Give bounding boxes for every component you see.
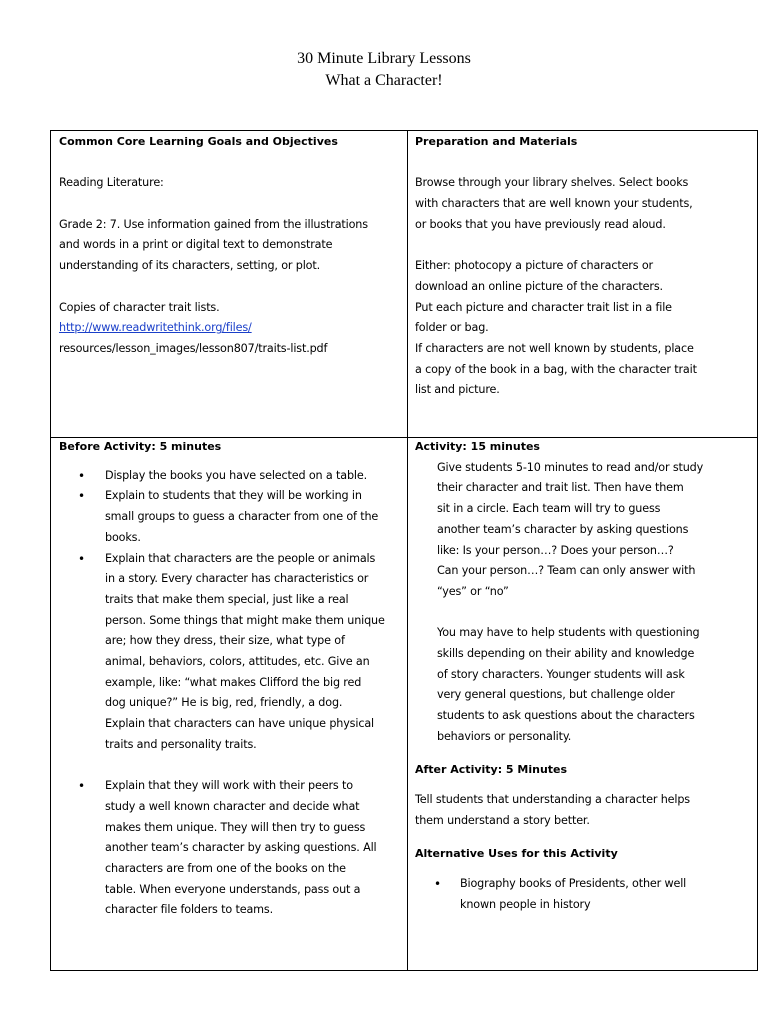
list-line: character file folders to teams. (105, 903, 273, 917)
activity-line: students to ask questions about the characters (437, 709, 695, 723)
prep-line: with characters that are well known your students, (415, 197, 693, 211)
list-line: Explain that characters can have unique physical (105, 717, 374, 731)
activity-line: Give students 5-10 minutes to read and/or study (437, 460, 704, 474)
list-item (59, 466, 399, 487)
prep-line: Put each picture and character trait list in a file (415, 300, 672, 314)
trait-list-path: resources/lesson_images/lesson807/traits-list.pdf (59, 341, 328, 355)
grade-line-1: Grade 2: 7. Use information gained from the illustrations (59, 217, 368, 231)
reading-literature-label: Reading Literature: (59, 176, 164, 190)
list-line: study a well known character and decide what (105, 799, 360, 813)
grade-line-2: and words in a print or digital text to demonstrate (59, 238, 333, 252)
before-activity-cell (59, 437, 399, 921)
list-line: table. When everyone understands, pass out a (105, 882, 361, 896)
activity-line: their character and trait list. Then have them (437, 481, 684, 495)
activity-line: You may have to help students with questioning (437, 626, 700, 640)
column-divider (407, 131, 408, 970)
list-line: traits that make them special, just like a real (105, 592, 349, 606)
prep-line: a copy of the book in a bag, with the character trait (415, 362, 697, 376)
list-line: dog unique?” He is big, red, friendly, a dog. (105, 696, 343, 710)
activity-line: Can your person…? Team can only answer with (437, 564, 696, 578)
list-line: • Explain that characters are the people or animals (105, 551, 376, 565)
before-activity-heading: Before Activity: 5 minutes (59, 440, 222, 453)
grade-line-3: understanding of its characters, setting, or plot. (59, 259, 321, 273)
list-item (59, 486, 399, 548)
before-activity-list (59, 466, 399, 921)
activity-line: behaviors or personality. (437, 729, 572, 743)
activity-line: like: Is your person…? Does your person…? (437, 543, 674, 557)
activity-line: another team’s character by asking questions (437, 522, 689, 536)
page-title: 30 Minute Library Lessons (297, 50, 471, 67)
goals-cell (59, 132, 399, 360)
list-line: books. (105, 530, 141, 544)
alternative-uses-heading: Alternative Uses for this Activity (415, 846, 618, 860)
activity-heading: Activity: 15 minutes (415, 440, 540, 453)
alternative-uses-list (415, 874, 755, 915)
activity-line: skills depending on their ability and knowledge (437, 647, 695, 661)
prep-line: Browse through your library shelves. Select books (415, 176, 689, 190)
goals-heading: Common Core Learning Goals and Objectives (59, 135, 338, 148)
after-activity-heading: After Activity: 5 Minutes (415, 762, 568, 776)
after-line: Tell students that understanding a character helps (415, 793, 690, 807)
list-item (59, 776, 399, 921)
list-line: • Biography books of Presidents, other well (460, 877, 687, 891)
list-line: in a story. Every character has characteristics or (105, 572, 369, 586)
prep-line: folder or bag. (415, 321, 489, 335)
prep-line: Either: photocopy a picture of characters or (415, 259, 653, 273)
prep-line: download an online picture of the characters. (415, 279, 663, 293)
list-line: animal, behaviors, colors, attitudes, etc. Give an (105, 655, 370, 669)
list-line: • Explain that they will work with their peers to (105, 779, 353, 793)
list-line: are; how they dress, their size, what type of (105, 634, 345, 648)
list-line: traits and personality traits. (105, 737, 257, 751)
trait-list-link[interactable]: http://www.readwritethink.org/files/ (59, 321, 252, 335)
activity-line: sit in a circle. Each team will try to guess (437, 502, 661, 516)
page-subtitle: What a Character! (325, 72, 443, 89)
copies-text: Copies of character trait lists. (59, 300, 220, 314)
lesson-table (50, 130, 758, 971)
activity-line: of story characters. Younger students will ask (437, 667, 685, 681)
prep-line: list and picture. (415, 383, 500, 397)
activity-line: “yes” or “no” (437, 584, 509, 598)
list-line: another team’s character by asking questions. All (105, 841, 377, 855)
activity-cell (415, 437, 755, 916)
list-line: • Explain to students that they will be working in (105, 489, 362, 503)
list-line: characters are from one of the books on the (105, 862, 346, 876)
list-line: person. Some things that might make them unique (105, 613, 385, 627)
prep-line: If characters are not well known by students, place (415, 342, 694, 355)
list-item (59, 549, 399, 756)
list-line: makes them unique. They will then try to guess (105, 820, 366, 834)
after-line: them understand a story better. (415, 813, 590, 827)
prep-line: or books that you have previously read aloud. (415, 217, 666, 231)
list-line: small groups to guess a character from one of the (105, 510, 379, 524)
list-line: known people in history (460, 898, 591, 912)
activity-line: very general questions, but challenge older (437, 688, 675, 702)
list-line: • Display the books you have selected on a table. (105, 468, 368, 482)
preparation-heading: Preparation and Materials (415, 135, 578, 148)
list-line: example, like: “what makes Clifford the big red (105, 675, 362, 689)
list-item (415, 874, 755, 915)
preparation-cell (415, 132, 755, 401)
